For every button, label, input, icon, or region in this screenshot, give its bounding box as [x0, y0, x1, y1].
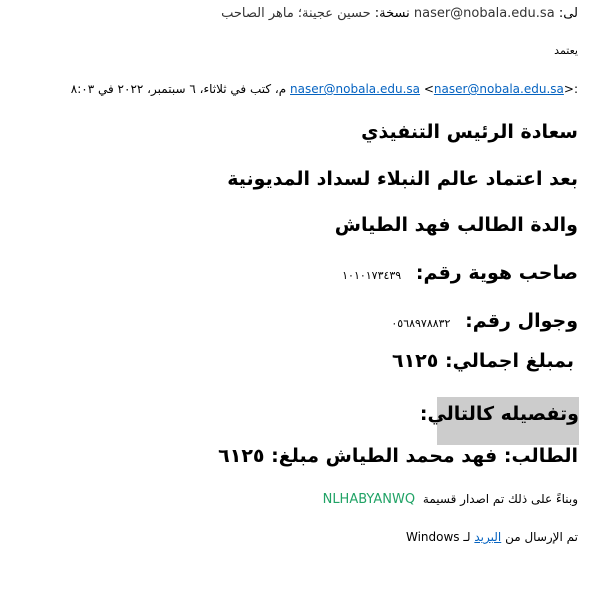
mobile-value: ٠٥٦٨٩٧٨٨٣٢ [391, 317, 451, 330]
cc-label: نسخة: [374, 6, 410, 21]
body-line-1: سعادة الرئيس التنفيذي [361, 121, 578, 143]
to-value[interactable]: naser@nobala.edu.sa [413, 6, 555, 21]
body-line-voucher [16, 492, 578, 507]
body-line-total: بمبلغ اجمالي: ٦١٢٥ [391, 350, 574, 372]
quote-email-link-2[interactable]: naser@nobala.edu.sa [433, 82, 564, 96]
signature-suffix: لـ Windows [405, 530, 471, 544]
body-line-student: الطالب: فهد محمد الطياش مبلغ: ٦١٢٥ [218, 445, 578, 467]
body-line-3: والدة الطالب فهد الطياش [334, 214, 578, 236]
email-header [16, 6, 578, 21]
id-value: ١٠١٠١٧٣٤٣٩ [342, 269, 402, 282]
id-label: صاحب هوية رقم: [415, 262, 578, 284]
quote-line: م، كتب في ثلاثاء، ٦ سبتمبر، ٢٠٢٢ في ٨:٠٣ naser@nobala.edu.sa <naser@nobala.edu.sa>: [70, 82, 578, 96]
signature-line [16, 530, 578, 544]
voucher-code: NLHABYANWQ [322, 492, 416, 507]
signature-prefix: تم الإرسال من [505, 530, 578, 544]
body-line-id [16, 262, 578, 284]
quote-email-link-1[interactable]: naser@nobala.edu.sa [290, 82, 421, 96]
mail-link[interactable]: البريد [474, 530, 502, 544]
body-line-details-highlight: وتفصيله كالتالي: [437, 397, 579, 445]
body-line-mobile [16, 310, 578, 332]
to-label: لى: [558, 6, 578, 21]
approval-text: يعتمد [554, 44, 578, 57]
cc-value[interactable]: حسين عجينة؛ ماهر الصاحب [221, 6, 371, 21]
quote-suffix: م، كتب في ثلاثاء، ٦ سبتمبر، ٢٠٢٢ في ٨:٠٣ [70, 82, 287, 96]
voucher-text: وبناءً على ذلك تم اصدار قسيمة [422, 492, 578, 506]
mobile-label: وجوال رقم: [465, 310, 578, 332]
body-line-2: بعد اعتماد عالم النبلاء لسداد المديونية [227, 168, 578, 190]
